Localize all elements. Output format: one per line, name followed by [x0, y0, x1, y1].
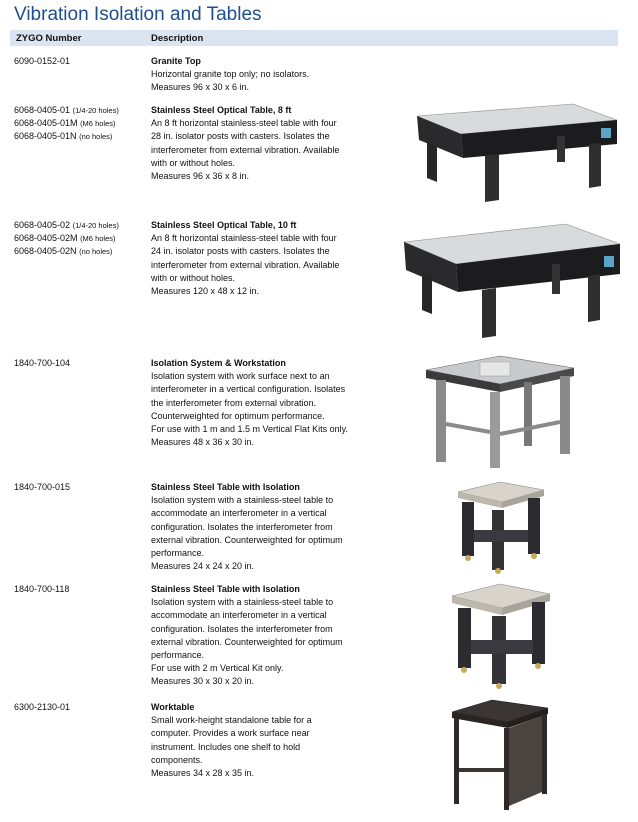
description-cell — [151, 55, 381, 95]
description-line: Measures 120 x 48 x 12 in. — [151, 286, 260, 297]
description-line: external vibration. Counterweighted for optimum — [151, 636, 343, 647]
description-cell — [151, 219, 381, 298]
description-line: Measures 34 x 28 x 35 in. — [151, 768, 255, 779]
part-number-cell — [14, 55, 149, 68]
description-line: Measures 48 x 36 x 30 in. — [151, 437, 255, 448]
description-line: An 8 ft horizontal stainless-steel table with four — [151, 233, 337, 244]
optical-table-8ft-image — [405, 96, 623, 204]
isolation-workstation-image — [420, 352, 580, 470]
description-line: instrument. Includes one shelf to hold — [151, 741, 301, 752]
description-cell — [151, 481, 381, 573]
description-line: the interferometer from external vibration. — [151, 397, 317, 408]
part-number: 6068-0405-02M — [14, 233, 78, 244]
description-line: For use with 2 m Vertical Kit only. — [151, 663, 284, 674]
part-number: 6068-0405-01M — [14, 118, 78, 129]
description-line: with or without holes. — [151, 157, 236, 168]
description-line: An 8 ft horizontal stainless-steel table with four — [151, 118, 337, 129]
product-name: Stainless Steel Optical Table, 8 ft — [151, 105, 292, 115]
product-name: Stainless Steel Optical Table, 10 ft — [151, 220, 297, 230]
product-name: Worktable — [151, 702, 195, 712]
description-line: configuration. Isolates the interferometer from — [151, 521, 333, 532]
part-number: 1840-700-015 — [14, 482, 71, 492]
part-number-cell — [14, 104, 149, 144]
part-number: 6068-0405-02 — [14, 220, 71, 230]
product-name: Granite Top — [151, 56, 201, 66]
part-number: 1840-700-118 — [14, 584, 70, 594]
description-line: components. — [151, 754, 203, 765]
description-line: For use with 1 m and 1.5 m Vertical Flat Kits only. — [151, 424, 348, 435]
description-line: Measures 96 x 36 x 8 in. — [151, 171, 250, 182]
stainless-table-isolation-image — [452, 478, 548, 574]
description-line: Counterweighted for optimum performance. — [151, 410, 325, 421]
description-line: Horizontal granite top only; no isolators. — [151, 69, 310, 80]
description-line: accommodate an interferometer in a vertical — [151, 610, 327, 621]
part-number-cell — [14, 357, 149, 370]
description-line: external vibration. Counterweighted for optimum — [151, 534, 343, 545]
description-cell — [151, 701, 381, 780]
part-number: 6068-0405-01N — [14, 131, 77, 142]
table-header — [10, 30, 618, 46]
part-note: (no holes) — [79, 132, 113, 142]
optical-table-10ft-image — [398, 216, 626, 344]
part-note: (1/4-20 holes) — [72, 106, 119, 115]
part-number: 6068-0405-01 — [14, 105, 71, 115]
part-number-cell — [14, 219, 149, 259]
description-line: 24 in. isolator posts with casters. Isolates the — [151, 246, 330, 257]
description-line: computer. Provides a work surface near — [151, 728, 310, 739]
part-number: 6090-0152-01 — [14, 56, 71, 66]
page-title: Vibration Isolation and Tables — [14, 4, 262, 25]
description-line: Small work-height standalone table for a — [151, 715, 312, 726]
part-number-cell — [14, 481, 149, 494]
description-line: Measures 96 x 30 x 6 in. — [151, 82, 250, 93]
description-line: Measures 30 x 30 x 20 in. — [151, 676, 255, 687]
stainless-table-isolation-large-image — [446, 580, 554, 690]
description-line: Isolation system with a stainless-steel table to — [151, 597, 334, 608]
part-note: (M6 holes) — [80, 119, 116, 129]
description-line: 28 in. isolator posts with casters. Isolates the — [151, 131, 330, 142]
header-description: Description — [151, 33, 204, 44]
part-number: 1840-700-104 — [14, 358, 71, 368]
description-line: performance. — [151, 548, 205, 559]
description-line: performance. — [151, 650, 205, 661]
description-line: Measures 24 x 24 x 20 in. — [151, 561, 255, 572]
description-line: with or without holes. — [151, 272, 236, 283]
product-name: Stainless Steel Table with Isolation — [151, 482, 300, 492]
description-line: Isolation system with work surface next to an — [151, 371, 330, 382]
description-line: interferometer in a vertical configuration. Isolates — [151, 384, 346, 395]
product-name: Isolation System & Workstation — [151, 358, 286, 368]
description-line: interferometer from external vibration. Available — [151, 259, 340, 270]
header-zygo-number: ZYGO Number — [16, 33, 82, 44]
part-number: 6300-2130-01 — [14, 702, 71, 712]
part-number-cell — [14, 701, 149, 714]
worktable-image — [448, 696, 552, 812]
description-cell — [151, 357, 381, 449]
description-line: Isolation system with a stainless-steel table to — [151, 495, 334, 506]
product-name: Stainless Steel Table with Isolation — [151, 584, 300, 594]
part-number: 6068-0405-02N — [14, 246, 77, 257]
part-note: (M6 holes) — [80, 234, 116, 244]
description-cell — [151, 104, 381, 183]
description-line: accommodate an interferometer in a vertical — [151, 508, 327, 519]
description-line: interferometer from external vibration. Available — [151, 144, 340, 155]
part-note: (no holes) — [79, 247, 113, 257]
description-line: configuration. Isolates the interferometer from — [151, 623, 333, 634]
part-number-cell — [14, 583, 149, 596]
description-cell — [151, 583, 381, 689]
part-note: (1/4-20 holes) — [72, 221, 119, 230]
